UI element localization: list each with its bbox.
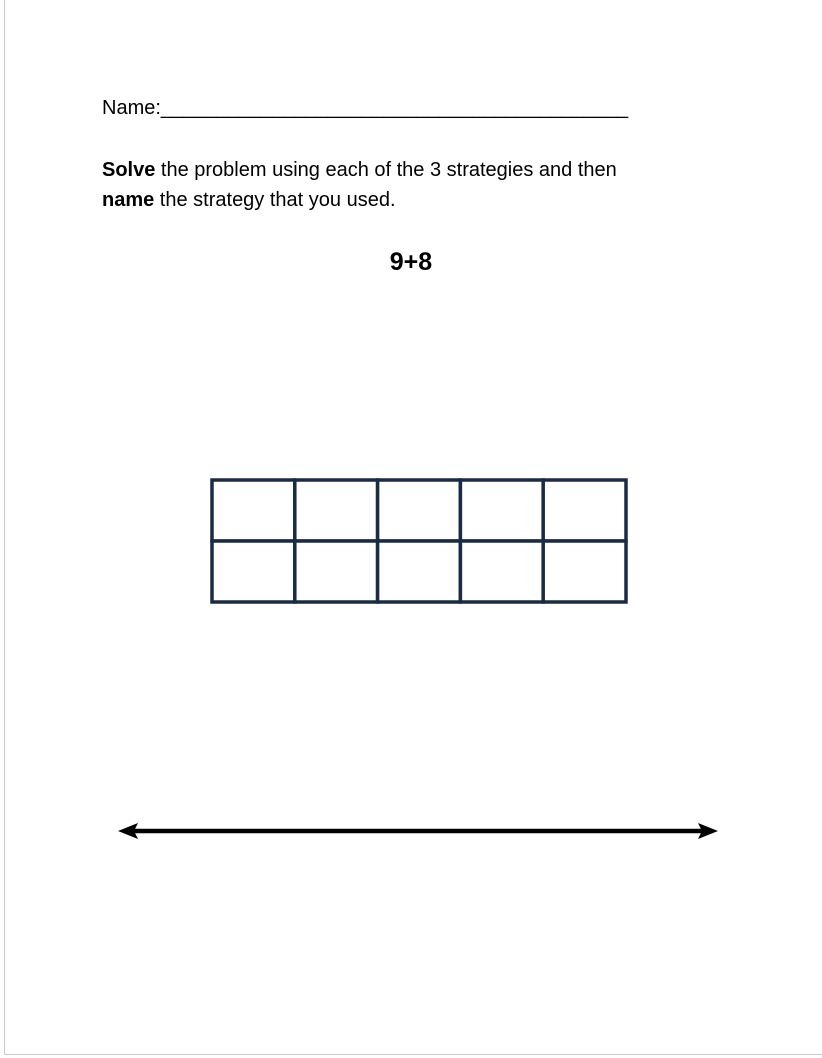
ten-frame-cell[interactable]: [543, 480, 626, 541]
name-label: Name:: [102, 97, 161, 119]
ten-frame-cell[interactable]: [295, 541, 378, 602]
instruction-text-1: the problem using each of the 3 strategies and then: [155, 159, 617, 181]
ten-frame-cell[interactable]: [378, 541, 461, 602]
name-blank-line[interactable]: __________________________________________: [160, 97, 629, 119]
ten-frame-cell[interactable]: [460, 480, 543, 541]
ten-frame-cell[interactable]: [460, 541, 543, 602]
number-line[interactable]: [116, 818, 720, 844]
instructions: [102, 155, 722, 215]
ten-frame-cell[interactable]: [378, 480, 461, 541]
ten-frame-cell[interactable]: [543, 541, 626, 602]
ten-frame-cell[interactable]: [212, 480, 295, 541]
instruction-text-2: the strategy that you used.: [154, 189, 396, 211]
ten-frame[interactable]: [210, 478, 628, 604]
instruction-solve: Solve: [102, 159, 156, 181]
ten-frame-cell[interactable]: [212, 541, 295, 602]
name-field[interactable]: [102, 96, 628, 120]
math-problem: 9+8: [389, 248, 433, 276]
instruction-name: name: [102, 189, 155, 211]
ten-frame-cell[interactable]: [295, 480, 378, 541]
